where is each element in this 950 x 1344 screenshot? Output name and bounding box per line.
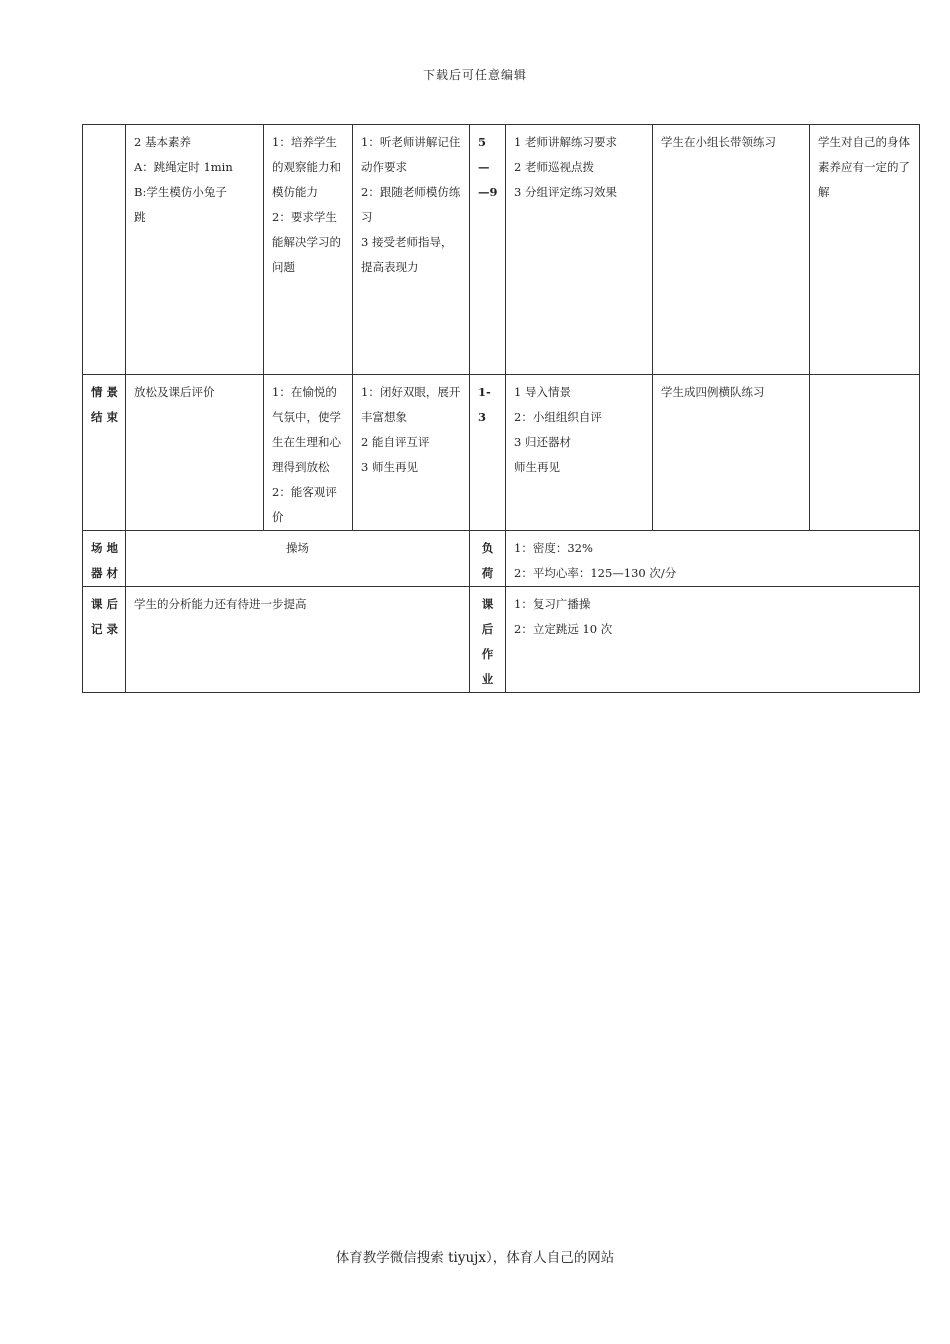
ending-label (83, 375, 126, 531)
ending-row (83, 375, 920, 531)
ending-student (353, 375, 470, 531)
ending-goal-1: 1：在愉悦的气氛中，使学生在生理和心理得到放松 (272, 385, 341, 474)
ending-student-2: 2 能自评互评 (361, 435, 430, 449)
homework-label-3: 作 (481, 647, 494, 661)
practice-time (470, 125, 506, 375)
practice-student-1: 1：听老师讲解记住动作要求 (361, 135, 461, 174)
practice-teacher-1: 1 老师讲解练习要求 (514, 135, 617, 149)
record-label (83, 587, 126, 693)
practice-content-line-2: A：跳绳定时 1min (134, 160, 233, 174)
ending-notes (810, 375, 920, 531)
ending-label-2: 结束 (91, 410, 122, 424)
lesson-plan-table (82, 124, 920, 693)
practice-notes-text: 学生对自己的身体素养应有一定的了解 (818, 135, 910, 199)
practice-teacher (506, 125, 653, 375)
record-value (126, 587, 470, 693)
venue-row (83, 531, 920, 587)
record-label-2: 记录 (91, 622, 122, 636)
practice-goals (264, 125, 353, 375)
practice-content-line-3: B:学生模仿小兔子跳 (134, 185, 227, 224)
practice-goal-1: 1：培养学生的观察能力和模仿能力 (272, 135, 341, 199)
practice-content (126, 125, 264, 375)
practice-time-3: —9 (478, 185, 498, 199)
ending-time: 1-3 (470, 375, 506, 531)
venue-value: 操场 (126, 531, 470, 587)
homework-values (506, 587, 920, 693)
homework-label-2: 后 (481, 622, 494, 636)
ending-teacher-2: 2：小组组织自评 (514, 410, 602, 424)
ending-content (126, 375, 264, 531)
ending-teacher-4: 师生再见 (514, 460, 560, 474)
ending-organization-text: 学生成四例横队练习 (661, 385, 765, 399)
ending-student-3: 3 师生再见 (361, 460, 418, 474)
load-values (506, 531, 920, 587)
load-label-2: 荷 (481, 566, 494, 580)
practice-student (353, 125, 470, 375)
homework-label-1: 课 (481, 597, 494, 611)
homework-1: 1：复习广播操 (514, 597, 591, 611)
ending-organization (653, 375, 810, 531)
practice-time-1: 5 (478, 135, 487, 149)
record-value-text: 学生的分析能力还有待进一步提高 (134, 597, 307, 611)
ending-content-text: 放松及课后评价 (134, 385, 215, 399)
ending-label-1: 情景 (91, 385, 122, 399)
practice-content-line-1: 2 基本素养 (134, 135, 191, 149)
practice-organization (653, 125, 810, 375)
practice-organization-text: 学生在小组长带领练习 (661, 135, 776, 149)
ending-goal-2: 2：能客观评价 (272, 485, 337, 524)
ending-teacher (506, 375, 653, 531)
homework-label (470, 587, 506, 693)
ending-teacher-3: 3 归还器材 (514, 435, 571, 449)
venue-label-1: 场地 (91, 541, 122, 555)
practice-notes (810, 125, 920, 375)
homework-2: 2：立定跳远 10 次 (514, 622, 613, 636)
practice-label (83, 125, 126, 375)
load-label (470, 531, 506, 587)
footer-note: 体育教学微信搜索 tiyujx），体育人自己的网站 (335, 1250, 615, 1266)
record-row (83, 587, 920, 693)
ending-goals (264, 375, 353, 531)
venue-label-2: 器材 (91, 566, 122, 580)
practice-goal-2: 2：要求学生能解决学习的问题 (272, 210, 341, 274)
practice-teacher-3: 3 分组评定练习效果 (514, 185, 617, 199)
practice-row (83, 125, 920, 375)
ending-student-1: 1：闭好双眼，展开丰富想象 (361, 385, 461, 424)
homework-label-4: 业 (481, 672, 494, 686)
venue-label (83, 531, 126, 587)
practice-student-3: 3 接受老师指导，提高表现力 (361, 235, 453, 274)
header-note: 下载后可任意编辑 (422, 68, 527, 82)
practice-student-2: 2：跟随老师模仿练习 (361, 185, 461, 224)
practice-time-2: — (478, 160, 490, 174)
record-label-1: 课后 (91, 597, 122, 611)
ending-teacher-1: 1 导入情景 (514, 385, 571, 399)
load-label-1: 负 (481, 541, 494, 555)
practice-teacher-2: 2 老师巡视点拨 (514, 160, 594, 174)
load-density: 1：密度：32% (514, 541, 593, 555)
load-heart-rate: 2：平均心率：125—130 次/分 (514, 566, 677, 580)
